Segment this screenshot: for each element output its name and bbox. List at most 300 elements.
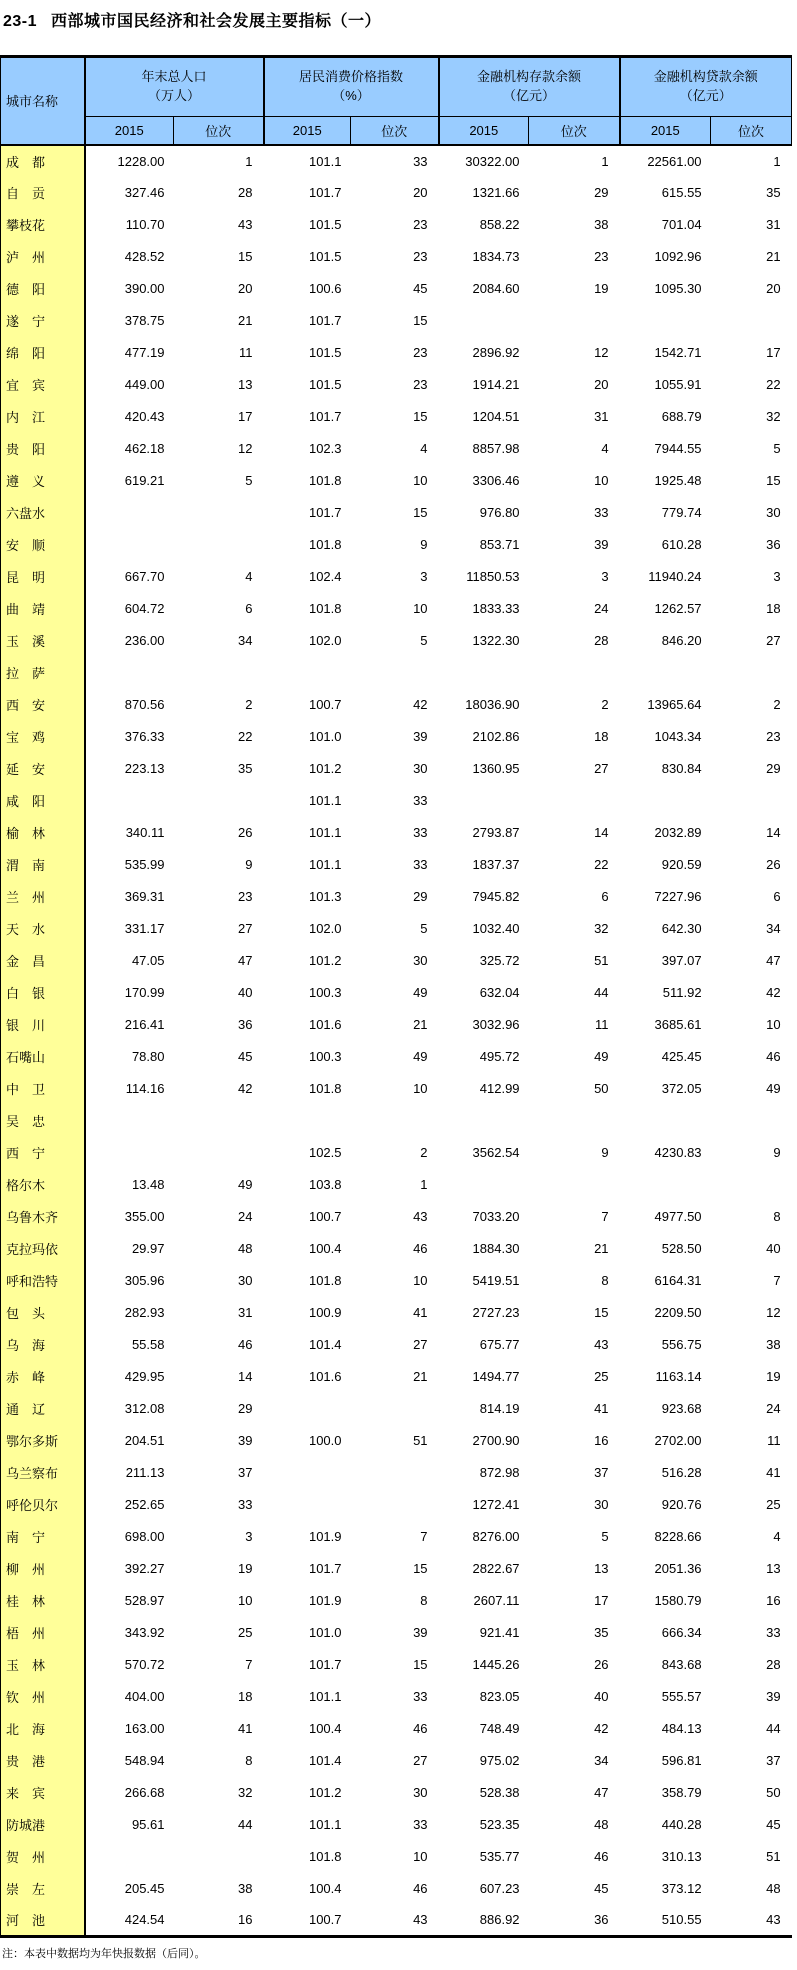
deposits-rank-cell: 48 [529, 1809, 620, 1841]
loans-rank-cell: 37 [711, 1745, 792, 1777]
population-value-cell [85, 1137, 174, 1169]
table-row [1, 1713, 792, 1745]
cpi-rank-cell: 33 [351, 785, 439, 817]
loans-rank-cell: 41 [711, 1457, 792, 1489]
deposits-rank-cell: 12 [529, 337, 620, 369]
population-value-cell: 570.72 [85, 1649, 174, 1681]
table-body [1, 145, 792, 1937]
deposits-rank-cell: 27 [529, 753, 620, 785]
deposits-rank-cell: 51 [529, 945, 620, 977]
cpi-rank-cell: 10 [351, 593, 439, 625]
cpi-rank-cell: 49 [351, 1041, 439, 1073]
table-row [1, 337, 792, 369]
cpi-rank-cell [351, 1393, 439, 1425]
cpi-rank-cell: 23 [351, 369, 439, 401]
deposits-value-cell: 7945.82 [439, 881, 529, 913]
population-rank-cell [174, 785, 264, 817]
city-name-cell: 乌鲁木齐 [1, 1201, 85, 1233]
population-rank-cell [174, 529, 264, 561]
deposits-rank-cell: 36 [529, 1905, 620, 1937]
group-unit-population: （万人） [148, 88, 201, 103]
group-name-population: 年末总人口 [141, 69, 207, 85]
population-rank-cell: 24 [174, 1201, 264, 1233]
population-rank-cell: 1 [174, 145, 264, 177]
loans-value-cell: 511.92 [620, 977, 711, 1009]
loans-value-cell: 830.84 [620, 753, 711, 785]
table-row [1, 1553, 792, 1585]
table-row [1, 401, 792, 433]
cpi-value-cell: 101.8 [264, 1265, 351, 1297]
deposits-value-cell: 886.92 [439, 1905, 529, 1937]
population-value-cell: 404.00 [85, 1681, 174, 1713]
population-rank-cell: 23 [174, 881, 264, 913]
table-row [1, 1585, 792, 1617]
city-name-cell: 西 安 [1, 689, 85, 721]
population-rank-cell: 39 [174, 1425, 264, 1457]
deposits-rank-cell: 18 [529, 721, 620, 753]
cpi-value-cell: 100.4 [264, 1233, 351, 1265]
table-row [1, 529, 792, 561]
cpi-rank-cell: 3 [351, 561, 439, 593]
population-value-cell: 205.45 [85, 1873, 174, 1905]
deposits-rank-cell: 5 [529, 1521, 620, 1553]
table-row [1, 785, 792, 817]
city-name-cell: 榆 林 [1, 817, 85, 849]
loans-value-cell: 310.13 [620, 1841, 711, 1873]
city-name-cell: 宜 宾 [1, 369, 85, 401]
city-name-cell: 中 卫 [1, 1073, 85, 1105]
city-name-cell: 玉 林 [1, 1649, 85, 1681]
table-row [1, 465, 792, 497]
population-value-cell [85, 1841, 174, 1873]
loans-rank-cell: 8 [711, 1201, 792, 1233]
table-header [1, 57, 792, 145]
cpi-value-cell: 101.7 [264, 1553, 351, 1585]
loans-value-cell [620, 657, 711, 689]
population-rank-cell: 34 [174, 625, 264, 657]
cpi-value-cell: 102.0 [264, 913, 351, 945]
city-name-cell: 内 江 [1, 401, 85, 433]
table-row [1, 1873, 792, 1905]
loans-rank-cell: 26 [711, 849, 792, 881]
population-value-cell: 170.99 [85, 977, 174, 1009]
cpi-rank-cell: 2 [351, 1137, 439, 1169]
population-value-cell: 428.52 [85, 241, 174, 273]
loans-value-cell: 1092.96 [620, 241, 711, 273]
city-name-cell: 梧 州 [1, 1617, 85, 1649]
footnote: 注：本表中数据均为年快报数据（后同）。 [2, 1948, 206, 1960]
group-name-cpi: 居民消费价格指数 [299, 69, 404, 85]
city-name-cell: 钦 州 [1, 1681, 85, 1713]
cpi-value-cell: 100.7 [264, 1905, 351, 1937]
loans-value-cell: 1163.14 [620, 1361, 711, 1393]
cpi-value-cell [264, 657, 351, 689]
cpi-rank-cell: 23 [351, 337, 439, 369]
table-row [1, 625, 792, 657]
cpi-value-cell: 101.7 [264, 1649, 351, 1681]
loans-rank-cell: 3 [711, 561, 792, 593]
cpi-value-cell: 101.2 [264, 945, 351, 977]
population-rank-cell: 38 [174, 1873, 264, 1905]
deposits-rank-cell: 32 [529, 913, 620, 945]
city-name-cell: 贵 港 [1, 1745, 85, 1777]
loans-rank-cell [711, 1105, 792, 1137]
cpi-value-cell: 101.1 [264, 785, 351, 817]
cpi-value-cell: 101.4 [264, 1745, 351, 1777]
loans-value-cell: 1055.91 [620, 369, 711, 401]
cpi-value-cell: 101.2 [264, 1777, 351, 1809]
loans-rank-cell: 4 [711, 1521, 792, 1553]
cpi-rank-cell: 23 [351, 241, 439, 273]
cpi-value-cell: 101.8 [264, 593, 351, 625]
header-group-row [1, 57, 792, 117]
cpi-value-cell: 102.4 [264, 561, 351, 593]
cpi-rank-cell: 33 [351, 849, 439, 881]
cpi-value-cell: 101.7 [264, 177, 351, 209]
deposits-value-cell: 2700.90 [439, 1425, 529, 1457]
cpi-rank-cell [351, 1489, 439, 1521]
deposits-value-cell: 1834.73 [439, 241, 529, 273]
deposits-value-cell: 2793.87 [439, 817, 529, 849]
cpi-value-cell [264, 1393, 351, 1425]
population-rank-cell: 22 [174, 721, 264, 753]
cpi-rank-cell: 30 [351, 753, 439, 785]
city-name-cell: 曲 靖 [1, 593, 85, 625]
population-rank-cell: 49 [174, 1169, 264, 1201]
loans-value-cell: 3685.61 [620, 1009, 711, 1041]
deposits-value-cell: 2822.67 [439, 1553, 529, 1585]
population-value-cell: 252.65 [85, 1489, 174, 1521]
deposits-rank-cell: 50 [529, 1073, 620, 1105]
table-row [1, 145, 792, 177]
table-row [1, 1137, 792, 1169]
deposits-rank-cell: 21 [529, 1233, 620, 1265]
population-value-cell: 870.56 [85, 689, 174, 721]
city-name-cell: 天 水 [1, 913, 85, 945]
loans-rank-cell: 36 [711, 529, 792, 561]
population-rank-cell: 14 [174, 1361, 264, 1393]
cpi-value-cell [264, 1105, 351, 1137]
population-value-cell: 378.75 [85, 305, 174, 337]
cpi-rank-cell: 33 [351, 1681, 439, 1713]
city-name-cell: 来 宾 [1, 1777, 85, 1809]
cpi-rank-cell: 21 [351, 1361, 439, 1393]
population-rank-cell: 27 [174, 913, 264, 945]
deposits-rank-cell: 49 [529, 1041, 620, 1073]
deposits-rank-cell: 41 [529, 1393, 620, 1425]
population-value-cell: 355.00 [85, 1201, 174, 1233]
cpi-value-cell: 101.6 [264, 1009, 351, 1041]
cpi-value-cell: 100.7 [264, 1201, 351, 1233]
population-value-cell: 305.96 [85, 1265, 174, 1297]
deposits-rank-cell: 37 [529, 1457, 620, 1489]
population-rank-cell [174, 1841, 264, 1873]
city-name-cell: 鄂尔多斯 [1, 1425, 85, 1457]
table-row [1, 1617, 792, 1649]
col-group-cpi [264, 57, 439, 117]
population-rank-cell: 15 [174, 241, 264, 273]
population-rank-cell: 13 [174, 369, 264, 401]
cpi-value-cell: 102.0 [264, 625, 351, 657]
population-value-cell [85, 529, 174, 561]
cpi-rank-cell: 46 [351, 1873, 439, 1905]
deposits-value-cell: 3562.54 [439, 1137, 529, 1169]
loans-value-cell: 2702.00 [620, 1425, 711, 1457]
loans-rank-cell: 19 [711, 1361, 792, 1393]
table-row [1, 1393, 792, 1425]
city-name-cell: 玉 溪 [1, 625, 85, 657]
cpi-rank-cell: 33 [351, 1809, 439, 1841]
deposits-value-cell: 18036.90 [439, 689, 529, 721]
deposits-rank-cell: 10 [529, 465, 620, 497]
table-row [1, 1745, 792, 1777]
loans-rank-cell: 22 [711, 369, 792, 401]
city-name-cell: 延 安 [1, 753, 85, 785]
deposits-value-cell: 1884.30 [439, 1233, 529, 1265]
cpi-rank-cell: 42 [351, 689, 439, 721]
table-row [1, 881, 792, 913]
cpi-value-cell: 101.1 [264, 817, 351, 849]
header-sub-row [1, 117, 792, 145]
population-rank-cell [174, 657, 264, 689]
city-name-cell: 格尔木 [1, 1169, 85, 1201]
population-value-cell: 369.31 [85, 881, 174, 913]
city-name-cell: 金 昌 [1, 945, 85, 977]
population-value-cell: 282.93 [85, 1297, 174, 1329]
deposits-value-cell: 535.77 [439, 1841, 529, 1873]
table-row [1, 433, 792, 465]
population-value-cell: 236.00 [85, 625, 174, 657]
deposits-value-cell: 1272.41 [439, 1489, 529, 1521]
cpi-value-cell: 101.6 [264, 1361, 351, 1393]
city-name-cell: 自 贡 [1, 177, 85, 209]
deposits-rank-cell: 14 [529, 817, 620, 849]
population-value-cell: 95.61 [85, 1809, 174, 1841]
deposits-value-cell: 858.22 [439, 209, 529, 241]
city-name-cell: 遵 义 [1, 465, 85, 497]
population-rank-cell: 16 [174, 1905, 264, 1937]
cpi-rank-cell: 27 [351, 1329, 439, 1361]
city-name-cell: 成 都 [1, 145, 85, 177]
loans-value-cell: 556.75 [620, 1329, 711, 1361]
cpi-value-cell: 101.7 [264, 401, 351, 433]
table-row [1, 1073, 792, 1105]
population-rank-cell: 42 [174, 1073, 264, 1105]
deposits-rank-cell: 7 [529, 1201, 620, 1233]
col-header-population-rank: 位次 [174, 117, 264, 145]
deposits-value-cell: 1322.30 [439, 625, 529, 657]
population-value-cell: 331.17 [85, 913, 174, 945]
loans-value-cell: 596.81 [620, 1745, 711, 1777]
population-rank-cell: 31 [174, 1297, 264, 1329]
deposits-value-cell: 872.98 [439, 1457, 529, 1489]
population-rank-cell: 17 [174, 401, 264, 433]
population-value-cell: 429.95 [85, 1361, 174, 1393]
loans-value-cell: 666.34 [620, 1617, 711, 1649]
loans-rank-cell: 14 [711, 817, 792, 849]
cpi-value-cell: 101.2 [264, 753, 351, 785]
deposits-rank-cell: 30 [529, 1489, 620, 1521]
deposits-value-cell: 976.80 [439, 497, 529, 529]
deposits-rank-cell: 4 [529, 433, 620, 465]
loans-rank-cell: 51 [711, 1841, 792, 1873]
table-row [1, 1105, 792, 1137]
population-value-cell: 110.70 [85, 209, 174, 241]
table-row [1, 209, 792, 241]
loans-rank-cell: 40 [711, 1233, 792, 1265]
city-name-cell: 吴 忠 [1, 1105, 85, 1137]
deposits-rank-cell: 24 [529, 593, 620, 625]
population-value-cell: 528.97 [85, 1585, 174, 1617]
table-row [1, 945, 792, 977]
population-value-cell: 548.94 [85, 1745, 174, 1777]
loans-rank-cell: 35 [711, 177, 792, 209]
loans-value-cell: 555.57 [620, 1681, 711, 1713]
city-name-cell: 拉 萨 [1, 657, 85, 689]
city-name-cell: 石嘴山 [1, 1041, 85, 1073]
population-value-cell: 343.92 [85, 1617, 174, 1649]
city-name-cell: 南 宁 [1, 1521, 85, 1553]
table-number: 23-1 [3, 13, 38, 30]
cpi-rank-cell: 20 [351, 177, 439, 209]
population-rank-cell: 6 [174, 593, 264, 625]
loans-value-cell: 397.07 [620, 945, 711, 977]
population-value-cell: 376.33 [85, 721, 174, 753]
table-row [1, 561, 792, 593]
deposits-rank-cell [529, 785, 620, 817]
loans-value-cell: 13965.64 [620, 689, 711, 721]
cpi-rank-cell: 51 [351, 1425, 439, 1457]
loans-rank-cell [711, 657, 792, 689]
population-value-cell: 340.11 [85, 817, 174, 849]
cpi-value-cell: 101.0 [264, 721, 351, 753]
cpi-value-cell: 101.5 [264, 369, 351, 401]
cpi-value-cell: 100.4 [264, 1713, 351, 1745]
deposits-rank-cell: 39 [529, 529, 620, 561]
table-row [1, 1425, 792, 1457]
cpi-rank-cell: 39 [351, 1617, 439, 1649]
population-value-cell: 462.18 [85, 433, 174, 465]
city-name-cell: 河 池 [1, 1905, 85, 1937]
loans-value-cell: 8228.66 [620, 1521, 711, 1553]
population-rank-cell: 47 [174, 945, 264, 977]
city-name-cell: 克拉玛依 [1, 1233, 85, 1265]
cpi-value-cell: 101.9 [264, 1521, 351, 1553]
deposits-rank-cell: 26 [529, 1649, 620, 1681]
population-value-cell: 392.27 [85, 1553, 174, 1585]
city-name-cell: 北 海 [1, 1713, 85, 1745]
deposits-value-cell: 30322.00 [439, 145, 529, 177]
loans-rank-cell [711, 1169, 792, 1201]
cpi-rank-cell: 9 [351, 529, 439, 561]
table-row [1, 1201, 792, 1233]
deposits-value-cell: 325.72 [439, 945, 529, 977]
deposits-value-cell: 2607.11 [439, 1585, 529, 1617]
table-row [1, 1521, 792, 1553]
population-rank-cell: 44 [174, 1809, 264, 1841]
loans-value-cell: 6164.31 [620, 1265, 711, 1297]
population-value-cell [85, 497, 174, 529]
table-row [1, 1777, 792, 1809]
deposits-rank-cell: 29 [529, 177, 620, 209]
loans-rank-cell: 11 [711, 1425, 792, 1457]
population-value-cell: 535.99 [85, 849, 174, 881]
col-header-city: 城市名称 [1, 57, 85, 145]
population-rank-cell: 11 [174, 337, 264, 369]
cpi-rank-cell [351, 1105, 439, 1137]
deposits-rank-cell: 1 [529, 145, 620, 177]
deposits-value-cell: 5419.51 [439, 1265, 529, 1297]
cpi-value-cell: 100.3 [264, 1041, 351, 1073]
deposits-rank-cell: 9 [529, 1137, 620, 1169]
loans-rank-cell: 28 [711, 1649, 792, 1681]
cpi-value-cell: 100.0 [264, 1425, 351, 1457]
deposits-value-cell: 1445.26 [439, 1649, 529, 1681]
population-rank-cell: 40 [174, 977, 264, 1009]
loans-value-cell: 846.20 [620, 625, 711, 657]
col-group-deposits [439, 57, 620, 117]
loans-rank-cell: 5 [711, 433, 792, 465]
loans-value-cell: 4977.50 [620, 1201, 711, 1233]
loans-rank-cell: 18 [711, 593, 792, 625]
population-rank-cell: 43 [174, 209, 264, 241]
col-header-deposits-rank: 位次 [529, 117, 620, 145]
population-rank-cell [174, 1105, 264, 1137]
loans-value-cell: 11940.24 [620, 561, 711, 593]
deposits-value-cell: 814.19 [439, 1393, 529, 1425]
cpi-value-cell: 103.8 [264, 1169, 351, 1201]
cpi-rank-cell: 15 [351, 401, 439, 433]
loans-value-cell [620, 305, 711, 337]
col-header-loans-rank: 位次 [711, 117, 792, 145]
cpi-rank-cell: 46 [351, 1233, 439, 1265]
col-group-population [85, 57, 264, 117]
population-value-cell: 667.70 [85, 561, 174, 593]
table-row [1, 1041, 792, 1073]
population-value-cell: 424.54 [85, 1905, 174, 1937]
table-row [1, 369, 792, 401]
deposits-rank-cell [529, 1169, 620, 1201]
deposits-rank-cell: 42 [529, 1713, 620, 1745]
cpi-rank-cell: 30 [351, 945, 439, 977]
deposits-value-cell: 2727.23 [439, 1297, 529, 1329]
loans-value-cell: 510.55 [620, 1905, 711, 1937]
deposits-value-cell: 523.35 [439, 1809, 529, 1841]
loans-value-cell: 22561.00 [620, 145, 711, 177]
loans-value-cell: 610.28 [620, 529, 711, 561]
city-name-cell: 宝 鸡 [1, 721, 85, 753]
deposits-value-cell: 412.99 [439, 1073, 529, 1105]
population-rank-cell: 12 [174, 433, 264, 465]
deposits-value-cell: 632.04 [439, 977, 529, 1009]
population-rank-cell: 21 [174, 305, 264, 337]
cpi-rank-cell: 4 [351, 433, 439, 465]
deposits-value-cell [439, 305, 529, 337]
deposits-rank-cell: 43 [529, 1329, 620, 1361]
deposits-value-cell [439, 1105, 529, 1137]
table-row [1, 817, 792, 849]
population-value-cell: 114.16 [85, 1073, 174, 1105]
population-value-cell: 55.58 [85, 1329, 174, 1361]
cpi-rank-cell: 5 [351, 913, 439, 945]
deposits-rank-cell: 23 [529, 241, 620, 273]
loans-value-cell: 1043.34 [620, 721, 711, 753]
deposits-value-cell: 11850.53 [439, 561, 529, 593]
city-name-cell: 呼伦贝尔 [1, 1489, 85, 1521]
table-row [1, 1681, 792, 1713]
deposits-rank-cell: 20 [529, 369, 620, 401]
population-value-cell: 312.08 [85, 1393, 174, 1425]
